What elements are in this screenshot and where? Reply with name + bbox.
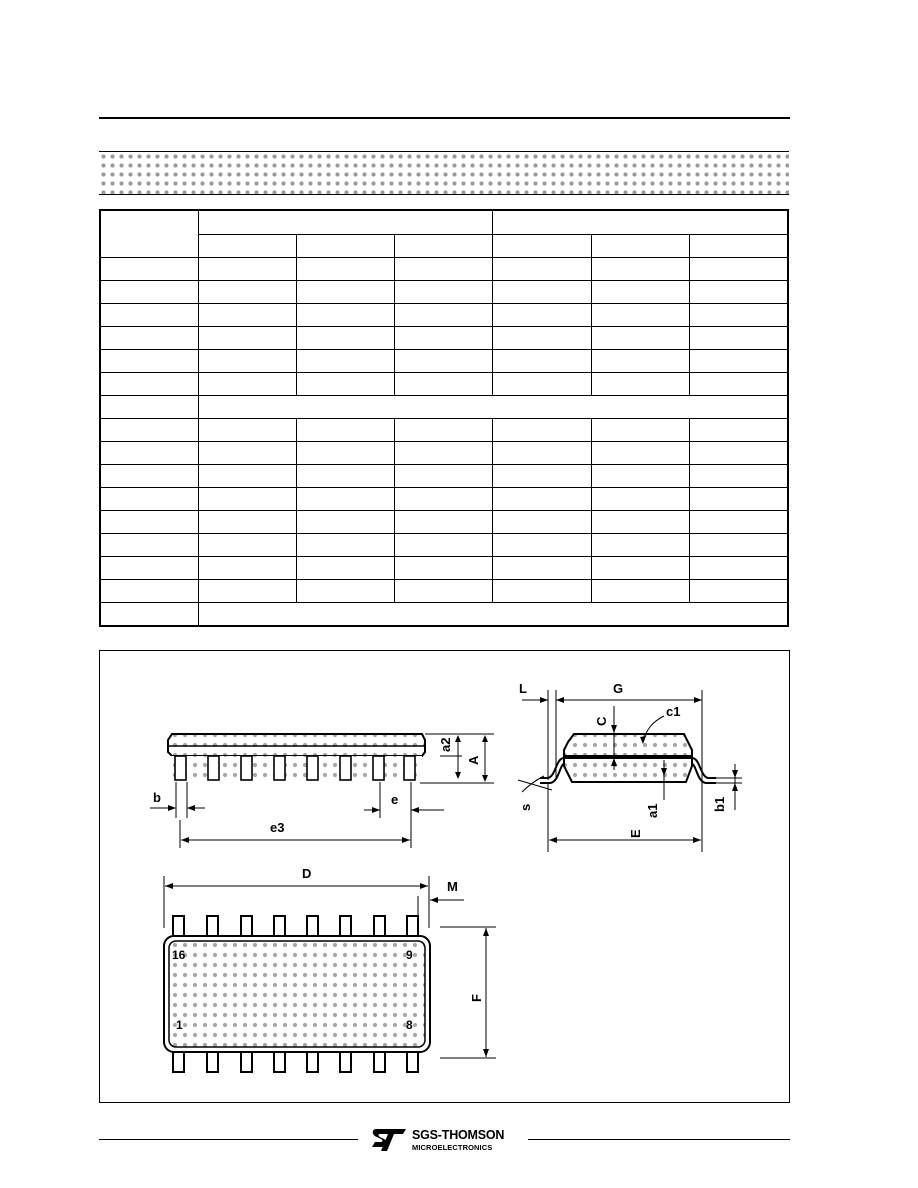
dim-label-G: G	[613, 681, 624, 696]
end-view	[518, 690, 742, 852]
dim-label-A: A	[466, 755, 481, 765]
dim-label-c1: c1	[666, 704, 681, 719]
brand-subname: MICROELECTRONICS	[412, 1143, 493, 1152]
dim-label-M: M	[447, 879, 458, 894]
dim-label-b1: b1	[712, 796, 727, 812]
dim-label-a1: a1	[645, 803, 660, 818]
pin-label-16: 16	[172, 948, 186, 962]
brand-name: SGS-THOMSON	[412, 1128, 505, 1142]
dim-label-E: E	[628, 829, 643, 838]
dim-label-b: b	[153, 790, 161, 805]
footer-rule-right	[528, 1139, 790, 1140]
dim-label-F: F	[469, 994, 484, 1002]
footer-rule-left	[99, 1139, 358, 1140]
dim-label-L: L	[519, 681, 527, 696]
dim-label-D: D	[302, 866, 312, 881]
dim-label-e3: e3	[270, 820, 285, 835]
top-view	[164, 876, 496, 1072]
st-logo-icon	[370, 1128, 408, 1152]
dim-label-e: e	[391, 792, 399, 807]
dim-label-a2: a2	[438, 737, 453, 752]
pin-label-1: 1	[176, 1018, 183, 1032]
dim-label-s: s	[518, 803, 533, 811]
pin-label-8: 8	[406, 1018, 413, 1032]
dim-label-c: C	[594, 716, 609, 726]
pin-label-9: 9	[406, 948, 413, 962]
